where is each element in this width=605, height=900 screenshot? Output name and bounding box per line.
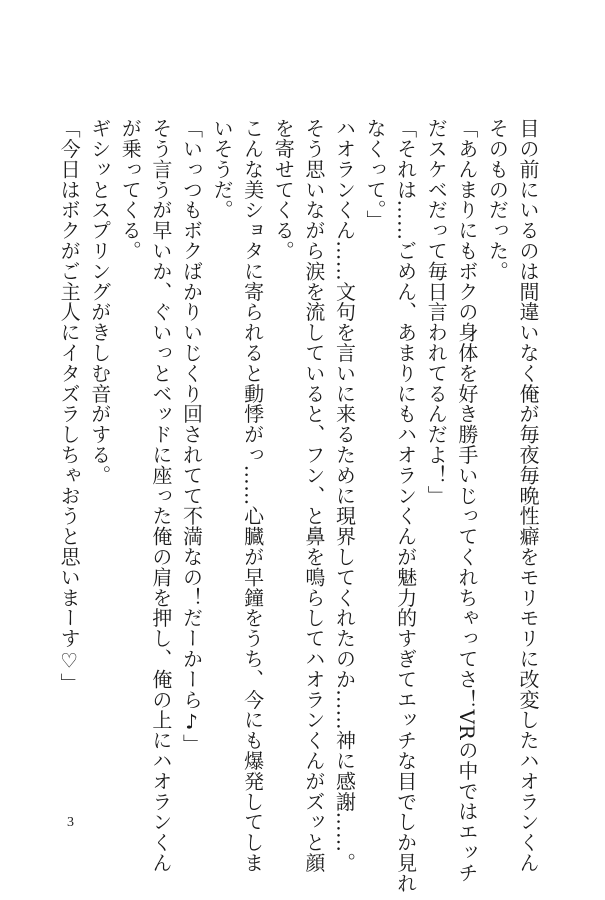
text-line: そう思いながら涙を流していると、フン、と鼻を鳴らしてハオランくんがズッと顔: [301, 118, 326, 873]
text-line: が乗ってくる。: [118, 118, 143, 261]
page-number: 3: [67, 815, 74, 830]
text-line: 「いっつもボクばかりいじくり回されてて不満なの！だーかーら♪」: [179, 118, 204, 755]
text-line: だスケベだって毎日言われてるんだよ！」: [424, 118, 449, 506]
text-line: いそうだ。: [210, 118, 235, 220]
text-line: 「今日はボクがご主人にイタズラしちゃおうと思いまーす♡」: [57, 118, 82, 694]
text-line: そう言うが早いか、ぐいっとベッドに座った俺の肩を押し、俺の上にハオランくん: [148, 118, 173, 873]
text-line: こんな美ショタに寄られると動悸がっ……心臓が早鐘をうち、今にも爆発してしま: [240, 118, 265, 873]
text-line: を寄せてくる。: [271, 118, 296, 261]
text-line: ハオランくん……文句を言いに来るために現界してくれたのか……神に感謝……。: [332, 118, 357, 873]
text-line: ギシッとスプリングがきしむ音がする。: [87, 118, 112, 486]
text-line: なくって。」: [363, 118, 388, 231]
text-line: 目の前にいるのは間違いなく俺が毎夜毎晩性癖をモリモリに改変したハオランくん: [516, 118, 540, 873]
text-line: 「あんまりにもボクの身体を好き勝手いじってくれちゃってさ！VRの中ではエッチ: [454, 118, 479, 883]
text-line: 「それは……ごめん、あまりにもハオランくんが魅力的すぎてエッチな目でしか見れ: [393, 118, 418, 894]
body-text: [54, 118, 544, 894]
text-line: そのものだった。: [485, 118, 510, 282]
